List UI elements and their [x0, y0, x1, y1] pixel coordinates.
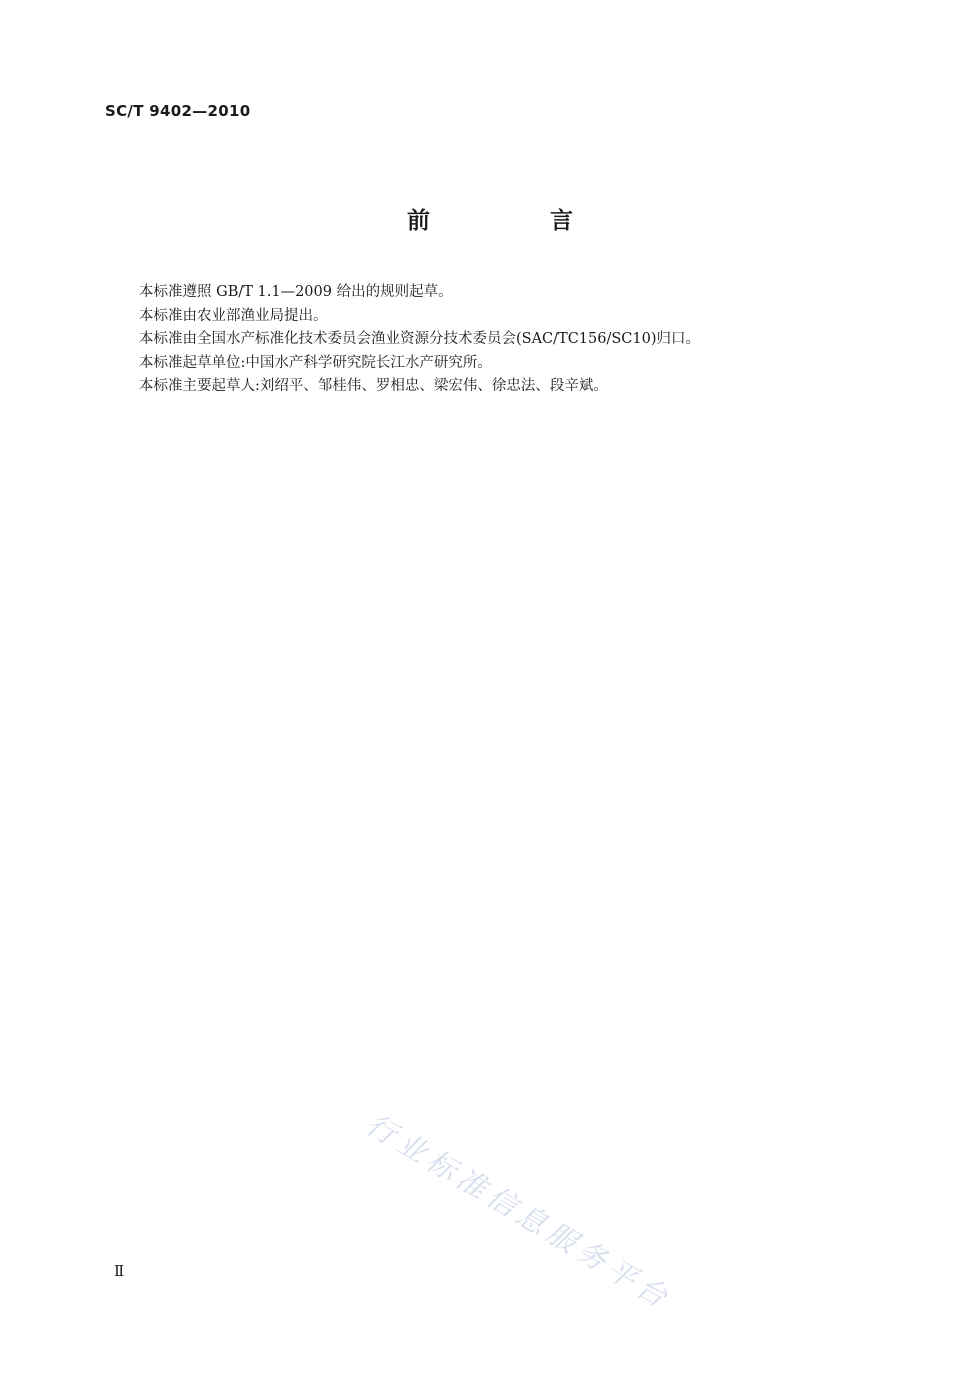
paragraph-drafters: 本标准主要起草人:刘绍平、邹桂伟、罗相忠、梁宏伟、徐忠法、段辛斌。 [139, 378, 608, 394]
paragraph-technical-committee: 本标准由全国水产标准化技术委员会渔业资源分技术委员会(SAC/TC156/SC10)归口。 [139, 331, 701, 347]
page-number: Ⅱ [114, 1262, 125, 1280]
page-title: 前 言 [406, 208, 629, 234]
standard-code: SC/T 9402—2010 [105, 102, 251, 120]
watermark: 行业标准信息服务平台 [360, 1107, 679, 1317]
foreword-body [139, 281, 899, 399]
paragraph-drafting-rules: 本标准遵照 GB/T 1.1—2009 给出的规则起草。 [139, 284, 453, 300]
paragraph-proposer: 本标准由农业部渔业局提出。 [139, 307, 328, 324]
paragraph-drafting-unit: 本标准起草单位:中国水产科学研究院长江水产研究所。 [139, 354, 492, 371]
